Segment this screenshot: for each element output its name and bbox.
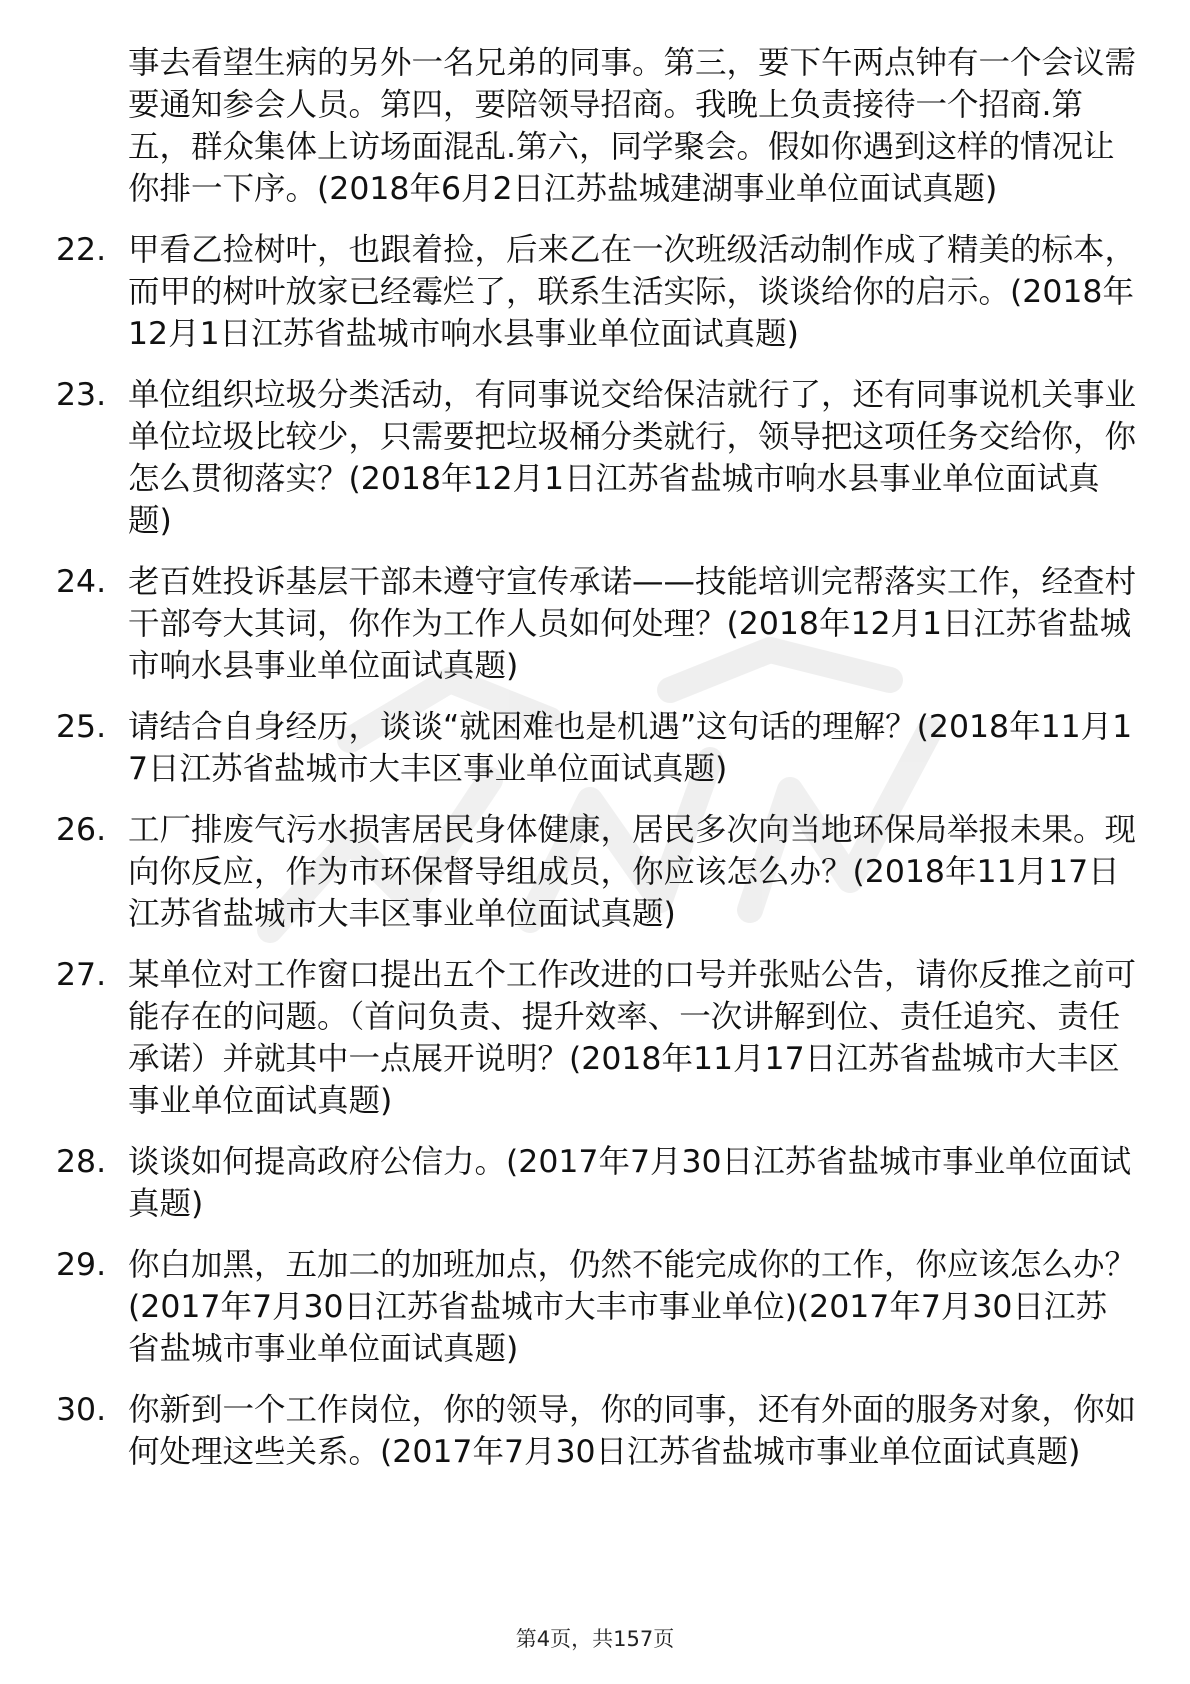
question-text: 某单位对工作窗口提出五个工作改进的口号并张贴公告，请你反推之前可能存在的问题。（首问负责、提升效率、一次讲解到位、责任追究、责任承诺）并就其中一点展开说明？(2018年11月17日江苏省盐城市大丰区事业单位面试真题) [128, 957, 1137, 1119]
question-item [56, 1244, 1136, 1370]
question-item [56, 374, 1136, 542]
question-item [56, 1389, 1136, 1473]
question-list [56, 42, 1136, 1492]
question-item [56, 1141, 1136, 1225]
question-number: 29. [56, 1247, 107, 1283]
question-text: 单位组织垃圾分类活动，有同事说交给保洁就行了，还有同事说机关事业单位垃圾比较少，只需要把垃圾桶分类就行，领导把这项任务交给你，你怎么贯彻落实？(2018年12月1日江苏省盐城市响水县事业单位面试真题) [128, 377, 1137, 539]
question-text: 甲看乙捡树叶，也跟着捡，后来乙在一次班级活动制作成了精美的标本，而甲的树叶放家已经霉烂了，联系生活实际，谈谈给你的启示。(2018年12月1日江苏省盐城市响水县事业单位面试真题) [128, 232, 1137, 352]
question-number: 22. [56, 232, 107, 268]
question-number: 27. [56, 957, 107, 993]
question-number: 25. [56, 709, 107, 745]
question-continuation [56, 42, 1136, 210]
question-number: 24. [56, 564, 107, 600]
question-number: 30. [56, 1392, 107, 1428]
question-number: 23. [56, 377, 107, 413]
question-number: 26. [56, 812, 107, 848]
question-text: 工厂排废气污水损害居民身体健康，居民多次向当地环保局举报未果。现向你反应，作为市环保督导组成员，你应该怎么办？(2018年11月17日江苏省盐城市大丰区事业单位面试真题) [128, 812, 1137, 932]
question-item [56, 809, 1136, 935]
question-item [56, 954, 1136, 1122]
page-footer [0, 1623, 1190, 1653]
question-item [56, 561, 1136, 687]
question-text: 你白加黑，五加二的加班加点，仍然不能完成你的工作，你应该怎么办？(2017年7月30日江苏省盐城市大丰市事业单位)(2017年7月30日江苏省盐城市事业单位面试真题) [128, 1247, 1137, 1367]
page-number-label: 第4页，共157页 [515, 1627, 675, 1651]
question-item [56, 706, 1136, 790]
question-text: 请结合自身经历，谈谈“就困难也是机遇”这句话的理解？(2018年11月17日江苏省盐城市大丰区事业单位面试真题) [128, 709, 1133, 787]
question-item [56, 229, 1136, 355]
question-text: 谈谈如何提高政府公信力。(2017年7月30日江苏省盐城市事业单位面试真题) [128, 1144, 1132, 1222]
question-text: 你新到一个工作岗位，你的领导，你的同事，还有外面的服务对象，你如何处理这些关系。(2017年7月30日江苏省盐城市事业单位面试真题) [128, 1392, 1137, 1470]
question-text: 老百姓投诉基层干部未遵守宣传承诺——技能培训完帮落实工作，经查村干部夸大其词，你作为工作人员如何处理？(2018年12月1日江苏省盐城市响水县事业单位面试真题) [128, 564, 1137, 684]
question-number: 28. [56, 1144, 107, 1180]
question-text: 事去看望生病的另外一名兄弟的同事。第三，要下午两点钟有一个会议需要通知参会人员。第四，要陪领导招商。我晚上负责接待一个招商.第五，群众集体上访场面混乱.第六，同学聚会。假如你遇到这样的情况让你排一下序。(2018年6月2日江苏盐城建湖事业单位面试真题) [128, 45, 1137, 207]
